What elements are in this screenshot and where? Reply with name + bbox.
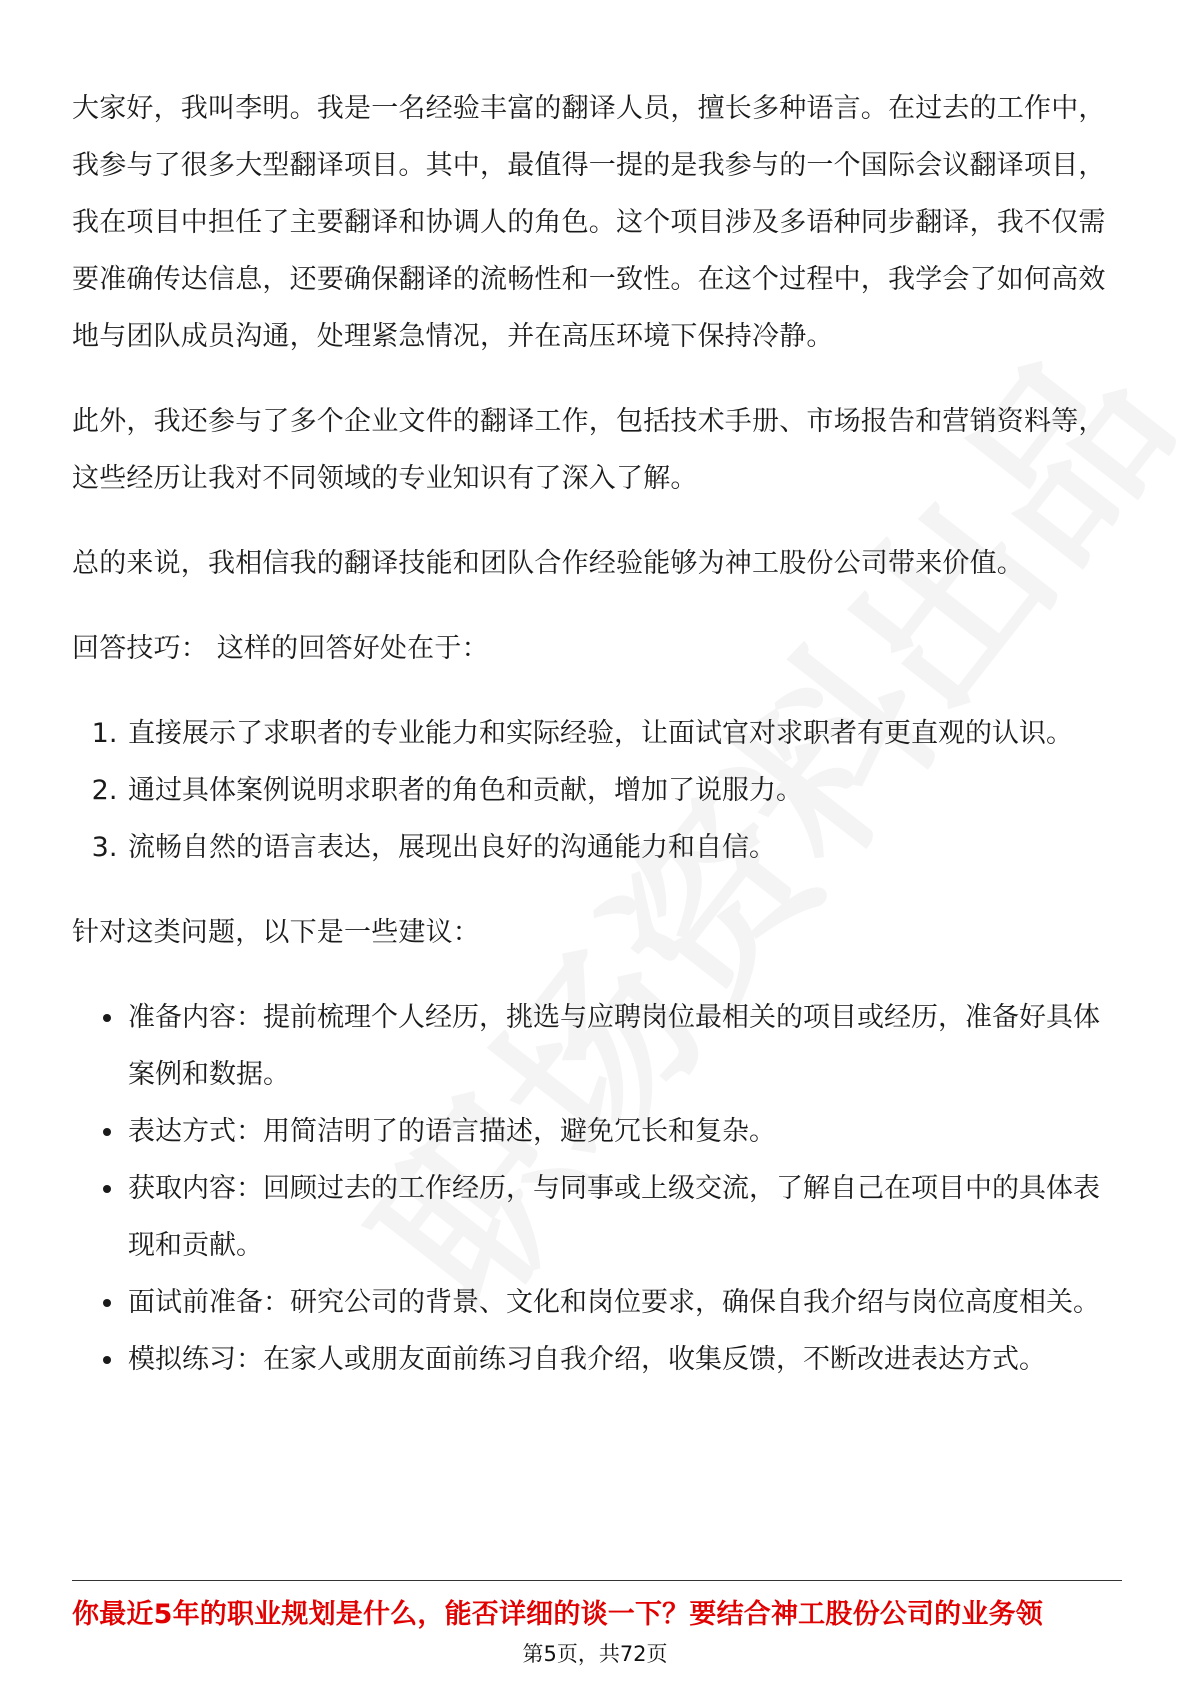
advice-intro: 针对这类问题，以下是一些建议： — [72, 917, 480, 948]
list-item: • 模拟练习：在家人或朋友面前练习自我介绍，收集反馈，不断改进表达方式。 — [126, 1331, 1122, 1388]
intro-paragraph: 大家好，我叫李明。我是一名经验丰富的翻译人员，擅长多种语言。在过去的工作中，我参与了很多大型翻译项目。其中，最值得一提的是我参与的一个国际会议翻译项目，我在项目中担任了主要翻译和协调人的角色。这个项目涉及多语种同步翻译，我不仅需要准确传达信息，还要确保翻译的流畅性和一致性。在这个过程中，我学会了如何高效地与团队成员沟通，处理紧急情况，并在高压环境下保持冷静。 — [72, 93, 1106, 352]
answer-tips-heading: 回答技巧： 这样的回答好处在于： — [72, 633, 489, 664]
next-question-banner: 你最近5年的职业规划是什么，能否详细的谈一下？要结合神工股份公司的业务领 — [72, 1599, 1043, 1630]
advice-bullet-list — [72, 989, 1122, 1388]
list-item: 2. 通过具体案例说明求职者的角色和贡献，增加了说服力。 — [126, 762, 1122, 819]
list-item: • 获取内容：回顾过去的工作经历，与同事或上级交流，了解自己在项目中的具体表现和贡献。 — [126, 1160, 1122, 1274]
list-item: • 表达方式：用简洁明了的语言描述，避免冗长和复杂。 — [126, 1103, 1122, 1160]
list-item: • 准备内容：提前梳理个人经历，挑选与应聘岗位最相关的项目或经历，准备好具体案例和数据。 — [126, 989, 1122, 1103]
tips-numbered-list — [72, 705, 1122, 876]
list-item: 3. 流畅自然的语言表达，展现出良好的沟通能力和自信。 — [126, 819, 1122, 876]
list-item: 1. 直接展示了求职者的专业能力和实际经验，让面试官对求职者有更直观的认识。 — [126, 705, 1122, 762]
footer-divider — [72, 1580, 1122, 1581]
page-number: 第5页，共72页 — [522, 1642, 668, 1666]
main-content — [72, 80, 1122, 1416]
experience-paragraph: 此外，我还参与了多个企业文件的翻译工作，包括技术手册、市场报告和营销资料等，这些经历让我对不同领域的专业知识有了深入了解。 — [72, 406, 1106, 494]
list-item: • 面试前准备：研究公司的背景、文化和岗位要求，确保自我介绍与岗位高度相关。 — [126, 1274, 1122, 1331]
summary-paragraph: 总的来说，我相信我的翻译技能和团队合作经验能够为神工股份公司带来价值。 — [72, 548, 1024, 579]
